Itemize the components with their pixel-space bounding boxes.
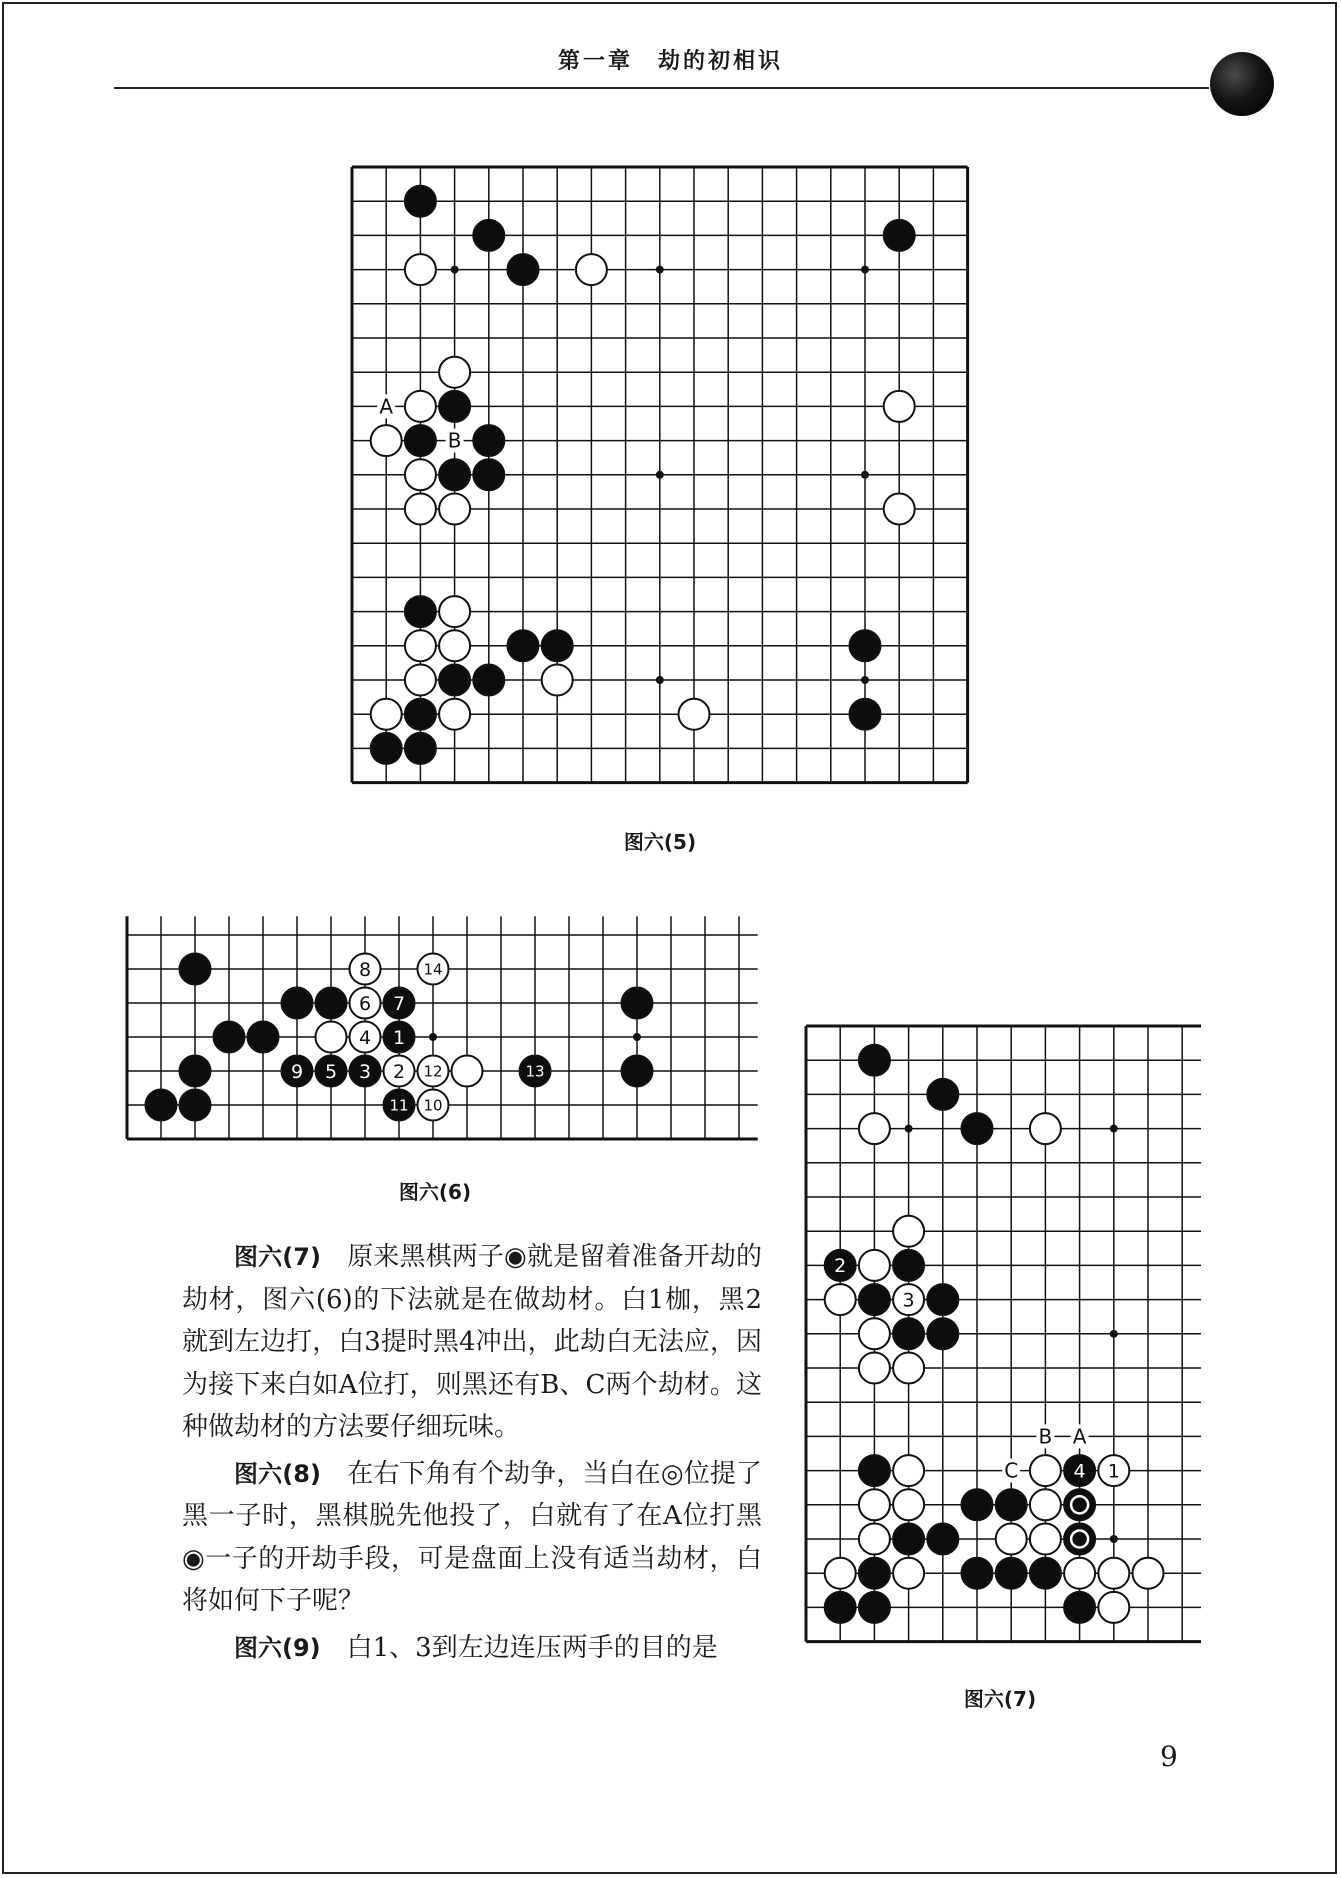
- paragraph-text: 在右下角有个劫争，当白在◎位提了黑一子时，黑棋脱先他投了，白就有了在A位打黑◉一子的开劫手段，可是盘面上没有适当劫材，白将如何下子呢？: [182, 1458, 762, 1616]
- white-stone: [893, 1558, 924, 1589]
- move-number: 10: [423, 1096, 443, 1115]
- point-label: A: [1072, 1424, 1087, 1449]
- black-stone: [996, 1558, 1027, 1589]
- figure-caption-fig6: 图六(6): [398, 1180, 472, 1204]
- white-stone: [893, 1353, 924, 1384]
- move-number: 1: [392, 1026, 406, 1049]
- white-stone: [825, 1558, 856, 1589]
- white-stone: [1030, 1113, 1061, 1144]
- black-stone: [927, 1318, 958, 1349]
- white-stone: [996, 1524, 1027, 1555]
- black-stone: [962, 1489, 993, 1520]
- move-number: 9: [290, 1060, 304, 1083]
- white-stone: [1064, 1558, 1095, 1589]
- black-stone: [859, 1284, 890, 1315]
- move-number: 12: [423, 1062, 443, 1081]
- black-stone: [927, 1524, 958, 1555]
- black-stone: [893, 1318, 924, 1349]
- figure-caption-fig5: 图六(5): [623, 830, 697, 854]
- paragraph-fig8: [182, 1453, 762, 1623]
- white-stone: [859, 1113, 890, 1144]
- move-number: 2: [392, 1060, 406, 1083]
- white-stone: [1030, 1524, 1061, 1555]
- move-number: 2: [834, 1255, 847, 1278]
- move-number: 14: [423, 960, 443, 979]
- black-stone: [962, 1113, 993, 1144]
- black-stone: [859, 1558, 890, 1589]
- figure-reference: 图六(8): [234, 1459, 321, 1488]
- white-stone: [825, 1284, 856, 1315]
- move-number: 4: [358, 1026, 372, 1049]
- chapter-header: 第一章 劫的初相识: [557, 48, 783, 74]
- black-stone: [927, 1284, 958, 1315]
- move-number: 3: [358, 1060, 372, 1083]
- move-number: 6: [358, 992, 372, 1015]
- black-stone: [859, 1455, 890, 1486]
- black-stone: [1064, 1592, 1095, 1623]
- star-point: [1110, 1535, 1118, 1543]
- paragraph-fig9: [182, 1627, 762, 1670]
- star-point: [1110, 1330, 1118, 1338]
- white-stone: [893, 1455, 924, 1486]
- move-number: 4: [1073, 1460, 1086, 1483]
- move-number: 11: [389, 1096, 409, 1115]
- black-stone: [1030, 1558, 1061, 1589]
- white-stone: [859, 1353, 890, 1384]
- point-label: B: [447, 428, 462, 453]
- white-stone: [1133, 1558, 1164, 1589]
- white-stone: [1098, 1592, 1129, 1623]
- paragraph-fig7: [182, 1236, 762, 1449]
- move-number: 1: [1107, 1460, 1120, 1483]
- white-stone: [859, 1489, 890, 1520]
- black-stone: [893, 1250, 924, 1281]
- move-number: 5: [324, 1060, 338, 1083]
- move-number: 7: [392, 992, 406, 1015]
- white-stone: [1030, 1489, 1061, 1520]
- black-stone: [962, 1558, 993, 1589]
- point-label: B: [1038, 1424, 1053, 1449]
- black-stone: [893, 1524, 924, 1555]
- white-stone: [893, 1216, 924, 1247]
- black-stone: [825, 1592, 856, 1623]
- black-stone: [1064, 1524, 1095, 1555]
- paragraph-text: 白1、3到左边连压两手的目的是: [320, 1632, 718, 1663]
- page-number: 9: [1160, 1740, 1178, 1773]
- black-stone: [927, 1079, 958, 1110]
- point-label: A: [379, 394, 394, 419]
- figure-reference: 图六(7): [234, 1243, 321, 1271]
- move-number: 8: [358, 958, 372, 981]
- white-stone: [859, 1318, 890, 1349]
- star-point: [1110, 1125, 1118, 1133]
- body-text: [182, 1236, 762, 1673]
- figure-caption-fig7: 图六(7): [963, 1687, 1037, 1711]
- figure-reference: 图六(9): [234, 1633, 321, 1662]
- black-stone: [996, 1489, 1027, 1520]
- white-stone: [1030, 1455, 1061, 1486]
- white-stone: [859, 1524, 890, 1555]
- point-label: C: [1004, 1458, 1019, 1483]
- white-stone: [1098, 1558, 1129, 1589]
- star-point: [905, 1125, 913, 1133]
- black-stone: [859, 1592, 890, 1623]
- move-number: 13: [525, 1062, 545, 1081]
- white-stone: [859, 1250, 890, 1281]
- black-stone: [1064, 1489, 1095, 1520]
- paragraph-text: 原来黑棋两子◉就是留着准备开劫的劫材，图六(6)的下法就是在做劫材。白1枷，黑2就到左边打，白3提时黑4冲出，此劫白无法应，因为接下来白如A位打，则黑还有B、C两个劫材。这种做劫材的方法要仔细玩味。: [182, 1242, 762, 1442]
- black-stone: [859, 1045, 890, 1076]
- white-stone: [893, 1489, 924, 1520]
- move-number: 3: [902, 1289, 915, 1312]
